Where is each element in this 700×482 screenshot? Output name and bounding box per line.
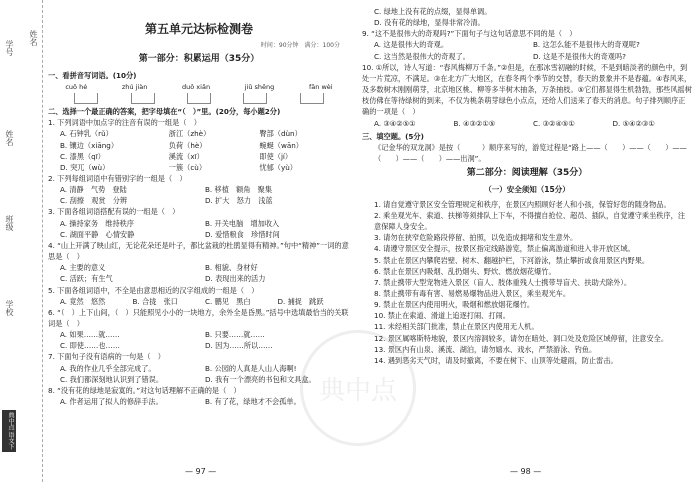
option: C. 鹏见 黑白: [205, 296, 251, 306]
list-item: 9. 禁止在景区内使用明火，吸烟和燃放烟花爆竹。: [374, 300, 535, 310]
option: C. 绿地上没有花的点缀，显得单调。: [374, 7, 492, 16]
option: A. 操持家务 维持秩序: [60, 218, 135, 228]
list-item: 1. 请自觉遵守景区安全管理规定和秩序，在景区内照顾好老人和小孩，保管好您的随身物品。: [374, 199, 671, 209]
pinyin: jiǔ shēng: [244, 82, 275, 91]
answer-box[interactable]: [187, 93, 211, 104]
exam-info: 时间：90分钟 满分：100分: [260, 41, 340, 49]
margin-label: 学校: [5, 300, 14, 316]
option: D. 没有花的绿地，显得非常冷清。: [374, 18, 485, 28]
option: B. 移植 额角 聚集: [205, 185, 273, 195]
option: 浙江（zhè）: [168, 129, 211, 139]
question: 3. 下面各组词语搭配有误的一组是（ ）: [48, 207, 180, 217]
margin-label: 姓名: [5, 130, 14, 146]
option: 臀部（dùn）: [259, 129, 302, 139]
option: A. 清静 气势 登陆: [60, 185, 127, 195]
list-item: 4. 请遵守景区安全提示，按景区指定线路游览，禁止偏离游道和进入非开放区域。: [374, 244, 635, 254]
option: B. 公园的人真是人山人海啊!: [205, 363, 297, 373]
list-item: 7. 禁止携带大型宠物进入景区（盲人、肢体重残人士携带导盲犬、扶助犬除外）。: [374, 277, 632, 287]
option: B. 镶边（xiāng）: [60, 140, 119, 150]
section-heading: 二、选择一个最正确的答案，把字母填在“（ ）”里。(20分，每小题2分): [48, 107, 281, 117]
pinyin: fān wèi: [309, 82, 333, 91]
option: D. 爱惜粮食 珍惜时间: [205, 229, 280, 239]
margin-label: 学号: [5, 40, 14, 56]
option: B. 开关电脑 增加收入: [205, 218, 280, 228]
question: 8. “没有花的绿地是寂寞的。”对这句话理解不正确的是（ ）: [48, 385, 241, 395]
section-heading: 一、看拼音写词语。(10分): [48, 70, 137, 80]
option: C. ③②④⑤①: [533, 118, 575, 128]
question: 9. “这不是很伟大的奇观吗?”下面句子与这句话意思不同的是（ ）: [362, 29, 577, 39]
part-heading: 第一部分：积累运用（35分）: [138, 53, 260, 64]
option: D. 捕捉 跳跃: [277, 296, 324, 306]
option: A. 石钟乳（rǔ）: [60, 129, 113, 139]
option: A. 如果……就……: [60, 330, 120, 340]
answer-box[interactable]: [243, 93, 267, 104]
option: D. 我有一个漂亮的书包和文具盒。: [205, 374, 316, 384]
option: B. 相貌、身材好: [205, 263, 258, 273]
option: A. 我的作业几乎全部完成了。: [60, 363, 156, 373]
question: 6. “（ ）上下山间，（ ）只能照见小小的一块地方，余外全是昏黑。”括号中选填最恰当的关联词是（ ）: [48, 307, 349, 329]
page-98: [362, 6, 692, 366]
page-title: 第五单元达标检测卷: [144, 22, 253, 36]
option: D. 扩大 怒力 浅蓝: [205, 196, 273, 206]
option: A. 竟然 悠然: [60, 296, 106, 306]
part-heading: 第二部分：阅读理解（35分）: [466, 168, 588, 179]
option: C. 湖面平静 心情安静: [60, 229, 135, 239]
list-item: 14. 遇到恶劣天气时，请及时撤离，不要在树下、山顶等处避雨，防止雷击。: [374, 355, 618, 365]
list-item: 13. 景区内有山泉、溪流、湖泊，请勿嬉水、戏水，严禁游泳、钓鱼。: [374, 344, 597, 354]
notice-list: [362, 199, 692, 366]
option: 忧郁（yù）: [259, 162, 297, 172]
option: D. 因为……所以……: [205, 341, 273, 351]
option: A. ③④②⑤①: [374, 118, 416, 128]
question: 7. 下面句子没有语病的一句是（ ）: [48, 352, 165, 362]
pinyin: cuō hé: [65, 82, 88, 91]
option: B. 只要……就……: [205, 330, 265, 340]
option: B. 这怎么能不是很伟大的奇观呢?: [533, 40, 640, 50]
question: 2. 下列每组词语中有错别字的一组是（ ）: [48, 173, 187, 183]
list-item: 11. 未经相关部门批准，禁止在景区内使用无人机。: [374, 322, 539, 332]
option: 负荷（hè）: [168, 140, 207, 150]
option: A. 这是很伟大的奇观。: [374, 40, 449, 50]
option: D. ⑤④②③①: [612, 118, 655, 128]
answer-box[interactable]: [300, 93, 324, 104]
pinyin: zhú jiàn: [121, 82, 148, 91]
option: D. 突兀（wù）: [60, 162, 110, 172]
option: C. 即使……也……: [60, 341, 120, 351]
question: 1. 下列词语中加点字的注音有误的一组是（ ）: [48, 118, 201, 128]
option: D. 表现出来的活力: [205, 274, 266, 284]
option: 一簇（cù）: [168, 162, 207, 172]
option: C. 我们都深刻地认识到了错误。: [60, 374, 164, 384]
list-item: 2. 乘坐观光车、索道、扶梯等须排队上下车，不得擅自抢位、超员、插队，自觉遵守乘坐秩序，注意保障人身安全。: [374, 210, 686, 232]
option: A. 作者运用了拟人的修辞手法。: [60, 397, 163, 407]
book-badge: 典中点 语文下: [2, 410, 16, 452]
subsection-heading: （一）安全须知（15分）: [484, 185, 570, 195]
list-item: 10. 禁止在索道、滑道上追逐打闹、打闹。: [374, 311, 510, 321]
option: 溪流（xī）: [168, 151, 204, 161]
list-item: 5. 禁止在景区内攀爬岩壁、树木、翻越护栏，下河游泳，禁止攀折或食用景区内野果。: [374, 255, 650, 265]
option: C. 刮擦 观赏 分辨: [60, 196, 128, 206]
pinyin: duǒ xiǎn: [182, 82, 211, 91]
list-item: 3. 请勿在狭窄危险路段停留、拍照，以免造成拥堵和发生意外。: [374, 233, 578, 243]
option: C. 漆黑（qī）: [60, 151, 105, 161]
list-item: 6. 禁止在景区内吸烟、乱扔烟头、野炊、燃放烟花爆竹。: [374, 266, 556, 276]
page-number: — 98 —: [510, 467, 542, 476]
watermark-seal: 典中点: [300, 330, 416, 446]
option: B. ④③②①⑤: [453, 118, 496, 128]
page-97: [48, 6, 350, 407]
question: 10. ①所以，诗人写道：“春风梅柳万千条。”②但是，在那冰雪初融的时候，不是到暗淡者的颜色中，到处一片荒凉，不满足。③在北方广大地区，在春冬两个季节的交替，春天的景象并不是春蕴。④春风来，及多数树木刚刚萌芽，北京地区桃、柳等多半树木抽条，万条抽枝。⑤它们都显得生机勃勃，那些风摇树枝仿佛在等待绿树的到来，不仅为桃条萌芽绿色小点点，还给人们送来了春天的消息。句子排列顺序正确的一项是（ ）: [362, 62, 692, 117]
section-heading: 三、填空题。(5分): [362, 131, 424, 141]
option: C. 活跃；有生气: [60, 274, 113, 284]
option: B. 有了花，绿地才不会孤单。: [205, 397, 301, 407]
fill-question: 《记金华的双龙洞》是按（ ）顺序来写的，游览过程是“路上——（ ）——（ ）——（ ）——（ ）——出洞”。: [374, 142, 687, 164]
option: D. 这是不是很伟大的奇观吗?: [533, 51, 626, 61]
margin-label: 姓名: [29, 30, 38, 46]
answer-box[interactable]: [74, 93, 98, 104]
binding-margin: [0, 0, 43, 482]
page-number: — 97 —: [185, 467, 217, 476]
option: 蜿蜒（wān）: [259, 140, 303, 150]
margin-label: 班级: [5, 215, 14, 231]
option: 即使（jí）: [259, 151, 293, 161]
option: A. 主要的意义: [60, 263, 106, 273]
option: B. 合拢 张口: [132, 296, 178, 306]
list-item: 8. 禁止携带有毒有害、易燃易爆物品进入景区，乘坐观光车。: [374, 289, 571, 298]
option: C. 这当然是很伟大的奇观了。: [374, 51, 470, 61]
question: 4. “山上开满了映山红，无论花朵还是叶子，都比盆栽的杜鹃显得有精神。”句中“精神”一词的意思是（ ）: [48, 240, 349, 262]
answer-boxes[interactable]: [58, 93, 340, 104]
answer-box[interactable]: [131, 93, 155, 104]
question: 5. 下面各组词语中，不全是由意思相近的汉字组成的一组是（ ）: [48, 285, 259, 295]
list-item: 12. 景区属喀斯特地貌，景区内溶洞较多，请勿在暗处、洞口处及危险区域停留，注意安全。: [374, 333, 669, 343]
